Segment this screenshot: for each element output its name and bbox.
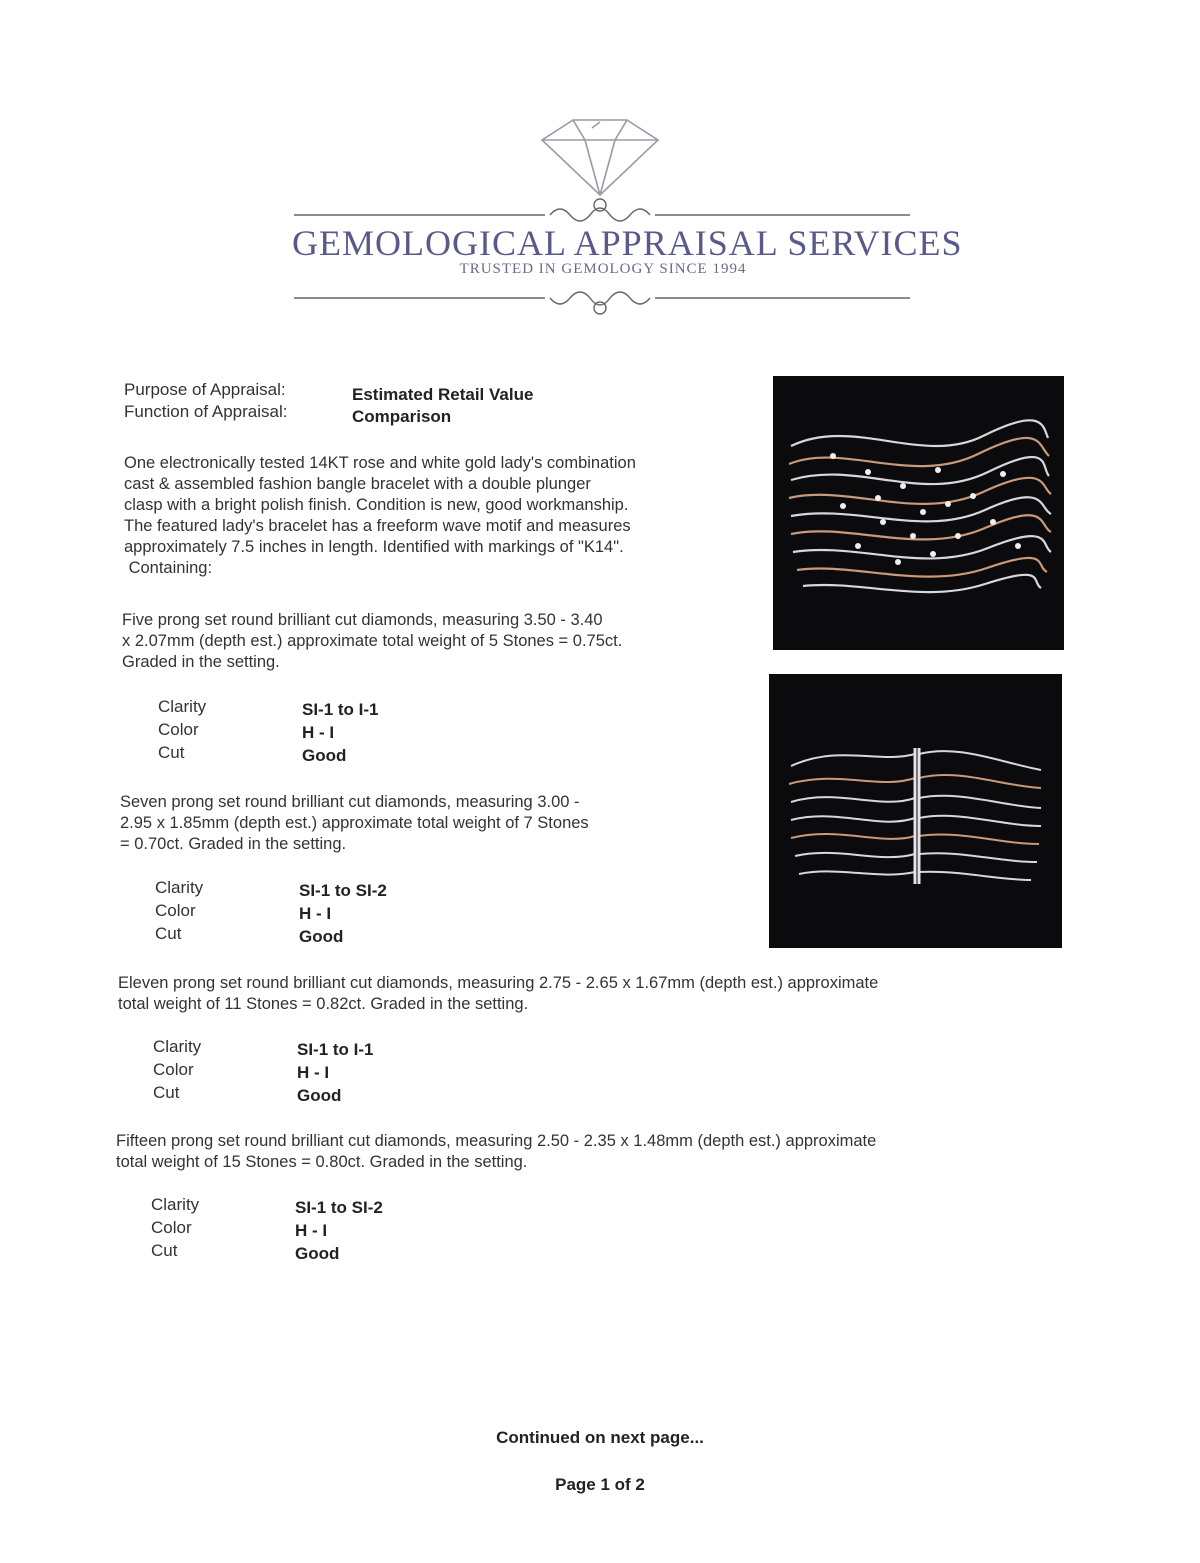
ornament-bottom-divider xyxy=(294,292,910,314)
company-name: GEMOLOGICAL APPRAISAL SERVICES xyxy=(292,223,963,263)
stone-group-1-grade-values xyxy=(302,698,379,767)
clarity-label: Clarity xyxy=(158,697,207,716)
stone-group-2-grade-values xyxy=(299,879,387,948)
ornament-top-divider xyxy=(294,199,910,221)
stone-group-2-description xyxy=(120,792,740,855)
description-line: approximately 7.5 inches in length. Identified with markings of "K14". xyxy=(124,538,624,556)
color-value: H - I xyxy=(299,904,332,923)
cut-label: Cut xyxy=(153,1083,180,1102)
function-value: Comparison xyxy=(352,407,452,426)
cut-label: Cut xyxy=(158,743,185,762)
clarity-value: SI-1 to I-1 xyxy=(297,1040,374,1059)
clarity-label: Clarity xyxy=(155,878,204,897)
stone-group-2-grades xyxy=(155,876,203,945)
bracelet-side-illustration xyxy=(769,674,1062,948)
clarity-label: Clarity xyxy=(151,1195,200,1214)
stone-description-line: total weight of 15 Stones = 0.80ct. Graded in the setting. xyxy=(116,1153,528,1171)
stone-description-line: Fifteen prong set round brilliant cut diamonds, measuring 2.50 - 2.35 x 1.48mm (depth est.) approximate xyxy=(116,1132,877,1150)
cut-value: Good xyxy=(297,1086,342,1105)
stone-group-3-grade-values xyxy=(297,1038,374,1107)
description-line: cast & assembled fashion bangle bracelet with a double plunger xyxy=(124,475,591,493)
cut-label: Cut xyxy=(151,1241,178,1260)
cut-label: Cut xyxy=(155,924,182,943)
color-label: Color xyxy=(151,1218,192,1237)
function-label: Function of Appraisal: xyxy=(124,402,288,421)
stone-description-line: 2.95 x 1.85mm (depth est.) approximate total weight of 7 Stones xyxy=(120,814,589,832)
stone-group-3-grades xyxy=(153,1035,201,1104)
stone-description-line: Seven prong set round brilliant cut diamonds, measuring 3.00 - xyxy=(120,793,580,811)
page-number: Page 1 of 2 xyxy=(555,1475,645,1494)
stone-description-line: Graded in the setting. xyxy=(122,653,280,671)
cut-value: Good xyxy=(295,1244,340,1263)
color-value: H - I xyxy=(297,1063,330,1082)
stone-group-1-grades xyxy=(158,695,206,764)
color-value: H - I xyxy=(302,723,335,742)
color-label: Color xyxy=(153,1060,194,1079)
bracelet-photo-front xyxy=(773,376,1064,650)
item-description xyxy=(124,453,744,579)
clarity-label: Clarity xyxy=(153,1037,202,1056)
clarity-value: SI-1 to SI-2 xyxy=(295,1198,383,1217)
color-label: Color xyxy=(158,720,199,739)
clarity-value: SI-1 to SI-2 xyxy=(299,881,387,900)
stone-group-4-grades xyxy=(151,1193,199,1262)
purpose-value: Estimated Retail Value xyxy=(352,385,534,404)
cut-value: Good xyxy=(302,746,347,765)
bracelet-front-illustration xyxy=(773,376,1064,650)
stone-group-4-grade-values xyxy=(295,1196,383,1265)
letterhead-logo xyxy=(280,110,963,325)
clarity-value: SI-1 to I-1 xyxy=(302,700,379,719)
stone-group-4-description xyxy=(116,1131,1076,1173)
stone-description-line: Five prong set round brilliant cut diamonds, measuring 3.50 - 3.40 xyxy=(122,611,603,629)
stone-group-1-description xyxy=(122,610,742,673)
stone-description-line: total weight of 11 Stones = 0.82ct. Graded in the setting. xyxy=(118,995,529,1013)
description-line: Containing: xyxy=(124,559,213,577)
description-line: One electronically tested 14KT rose and white gold lady's combination xyxy=(124,454,636,472)
cut-value: Good xyxy=(299,927,344,946)
description-line: The featured lady's bracelet has a freeform wave motif and measures xyxy=(124,517,631,535)
purpose-label: Purpose of Appraisal: xyxy=(124,380,286,399)
stone-group-3-description xyxy=(118,973,1078,1015)
bracelet-photo-side xyxy=(769,674,1062,948)
company-tagline: TRUSTED IN GEMOLOGY SINCE 1994 xyxy=(459,261,747,277)
diamond-icon xyxy=(542,120,658,195)
color-value: H - I xyxy=(295,1221,328,1240)
continued-note: Continued on next page... xyxy=(496,1428,704,1447)
description-line: clasp with a bright polish finish. Condition is new, good workmanship. xyxy=(124,496,629,514)
stone-description-line: = 0.70ct. Graded in the setting. xyxy=(120,835,347,853)
stone-description-line: Eleven prong set round brilliant cut diamonds, measuring 2.75 - 2.65 x 1.67mm (depth est.) approximate xyxy=(118,974,879,992)
color-label: Color xyxy=(155,901,196,920)
stone-description-line: x 2.07mm (depth est.) approximate total weight of 5 Stones = 0.75ct. xyxy=(122,632,623,650)
